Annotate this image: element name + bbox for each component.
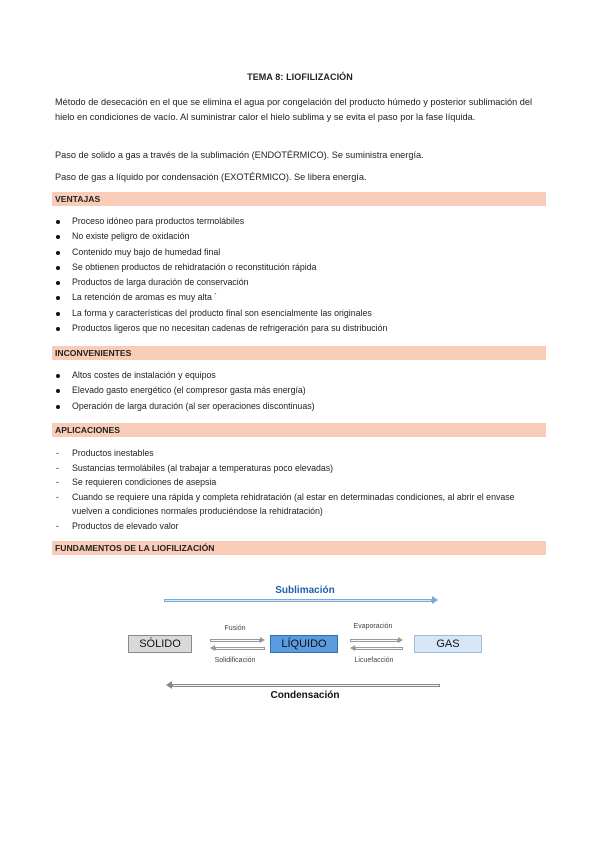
solidification-label: Solidificación	[214, 657, 256, 664]
solidification-arrowhead	[210, 645, 215, 651]
page-title: TEMA 8: LIOFILIZACIÓN	[247, 72, 353, 82]
list-item: La forma y características del producto final son esencialmente las originales	[55, 306, 545, 321]
inconvenientes-heading: INCONVENIENTES	[52, 346, 546, 360]
evaporation-arrow	[350, 639, 398, 642]
ventajas-heading: VENTAJAS	[52, 192, 546, 206]
fundamentos-heading: FUNDAMENTOS DE LA LIOFILIZACIÓN	[52, 541, 546, 555]
list-item: - Se requieren condiciones de asepsia	[55, 475, 545, 490]
exothermic-paragraph: Paso de gas a líquido por condensación (EXOTÉRMICO). Se libera energía.	[55, 172, 367, 182]
list-item: Productos de larga duración de conservación	[55, 275, 545, 290]
intro-paragraph: Método de desecación en el que se elimina el agua por congelación del producto húmedo y posterior sublimación del hielo en condiciones de vacío. Al suministrar calor el hielo sublima y se evita el paso por la fase líquida.	[55, 97, 533, 122]
list-item: Contenido muy bajo de humedad final	[55, 245, 545, 260]
evaporation-arrowhead	[398, 637, 403, 643]
list-item: Operación de larga duración (al ser operaciones discontinuas)	[55, 399, 545, 414]
list-item: Elevado gasto energético (el compresor gasta más energía)	[55, 383, 545, 398]
sublimation-arrow	[164, 599, 432, 602]
liquefaction-arrow	[355, 647, 403, 650]
ventajas-list	[55, 214, 545, 336]
list-item: Altos costes de instalación y equipos	[55, 368, 545, 383]
solidification-arrow	[215, 647, 265, 650]
gas-state-box: GAS	[414, 635, 482, 653]
list-item: - Productos de elevado valor	[55, 519, 545, 534]
list-item: - Productos inestables	[55, 446, 545, 461]
list-item: - Cuando se requiere una rápida y completa rehidratación (al estar en determinadas condiciones, al abrir el envase vuelven a condiciones normales produciéndose la rehidratación)	[55, 490, 545, 519]
fusion-arrow	[210, 639, 260, 642]
liquefaction-label: Licuefacción	[354, 657, 394, 664]
list-item: No existe peligro de oxidación	[55, 229, 545, 244]
fusion-label: Fusión	[224, 625, 246, 632]
fusion-arrowhead	[260, 637, 265, 643]
endothermic-paragraph: Paso de solido a gas a través de la sublimación (ENDOTÉRMICO). Se suministra energía.	[55, 150, 424, 160]
condensation-label: Condensación	[270, 690, 340, 701]
list-item: - Sustancias termolábiles (al trabajar a temperaturas poco elevadas)	[55, 461, 545, 476]
list-item: Se obtienen productos de rehidratación o reconstitución rápida	[55, 260, 545, 275]
condensation-arrowhead	[166, 681, 172, 689]
aplicaciones-heading: APLICACIONES	[52, 423, 546, 437]
aplicaciones-list	[55, 446, 545, 533]
condensation-arrow	[172, 684, 440, 687]
evaporation-label: Evaporación	[353, 623, 393, 630]
liquefaction-arrowhead	[350, 645, 355, 651]
liquid-state-box: LÍQUIDO	[270, 635, 338, 653]
inconvenientes-list	[55, 368, 545, 414]
solid-state-box: SÓLIDO	[128, 635, 192, 653]
list-item: Proceso idóneo para productos termolábiles	[55, 214, 545, 229]
sublimation-label: Sublimación	[275, 585, 335, 596]
list-item: La retención de aromas es muy alta ´	[55, 290, 545, 305]
list-item: Productos ligeros que no necesitan cadenas de refrigeración para su distribución	[55, 321, 545, 336]
sublimation-arrowhead	[432, 596, 438, 604]
